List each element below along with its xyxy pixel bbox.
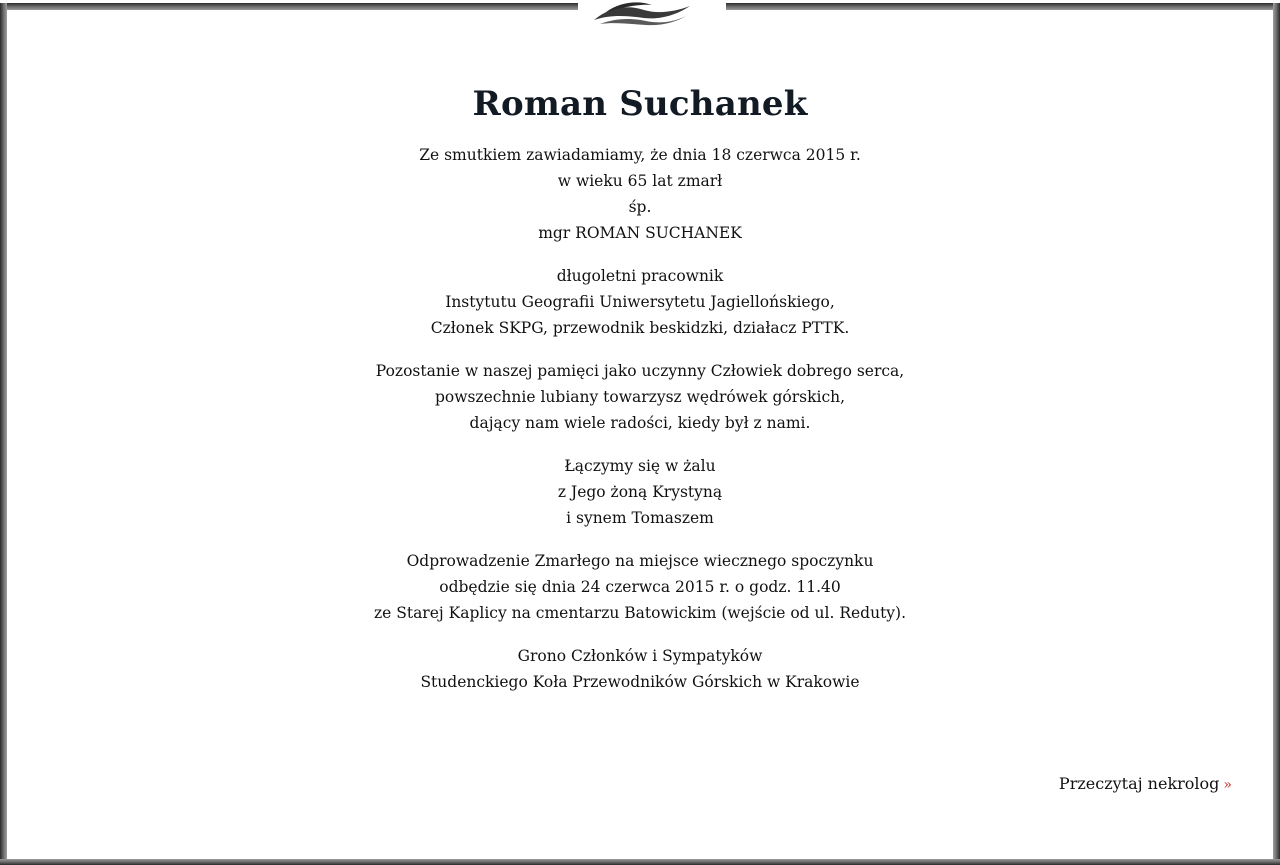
obituary-line: z Jego żoną Krystyną [557,483,723,501]
obituary-paragraph [40,263,1240,341]
obituary-content [40,84,1240,712]
obituary-paragraph [40,453,1240,531]
frame-border-right [1273,3,1280,865]
obituary-line: Łączymy się w żalu [564,457,716,475]
frame-border-bottom [0,859,1280,865]
obituary-line: w wieku 65 lat zmarł [557,172,723,190]
obituary-line: ze Starej Kaplicy na cmentarzu Batowickim (wejście od ul. Reduty). [373,604,907,622]
read-obituary-label[interactable]: Przeczytaj nekrolog [1058,774,1220,793]
mourning-ribbon-icon [586,0,696,26]
obituary-line: odbędzie się dnia 24 czerwca 2015 r. o godz. 11.40 [439,578,841,596]
obituary-paragraphs [40,142,1240,695]
obituary-title: Roman Suchanek [472,84,808,124]
obituary-paragraph [40,643,1240,695]
obituary-line: mgr ROMAN SUCHANEK [538,224,742,242]
frame-border-left [0,3,7,865]
obituary-line: Ze smutkiem zawiadamiamy, że dnia 18 czerwca 2015 r. [419,146,861,164]
obituary-line: i synem Tomaszem [566,509,714,527]
obituary-line: powszechnie lubiany towarzysz wędrówek górskich, [434,388,846,406]
obituary-line: Grono Członków i Sympatyków [517,647,763,665]
obituary-line: śp. [628,198,652,216]
obituary-line: dający nam wiele radości, kiedy był z nami. [469,414,811,432]
obituary-line: Członek SKPG, przewodnik beskidzki, działacz PTTK. [430,319,850,337]
frame-border-top-right [726,3,1280,10]
double-chevron-right-icon[interactable]: » [1223,777,1232,793]
obituary-line: Odprowadzenie Zmarłego na miejsce wiecznego spoczynku [406,552,874,570]
frame-border-top-left [0,3,578,10]
obituary-line: Instytutu Geografii Uniwersytetu Jagiellońskiego, [445,293,835,311]
obituary-line: Pozostanie w naszej pamięci jako uczynny Człowiek dobrego serca, [375,362,905,380]
obituary-line: Studenckiego Koła Przewodników Górskich w Krakowie [420,673,860,691]
obituary-paragraph [40,142,1240,246]
obituary-line: długoletni pracownik [556,267,724,285]
obituary-paragraph [40,548,1240,626]
read-obituary-link[interactable] [1059,774,1232,793]
obituary-paragraph [40,358,1240,436]
